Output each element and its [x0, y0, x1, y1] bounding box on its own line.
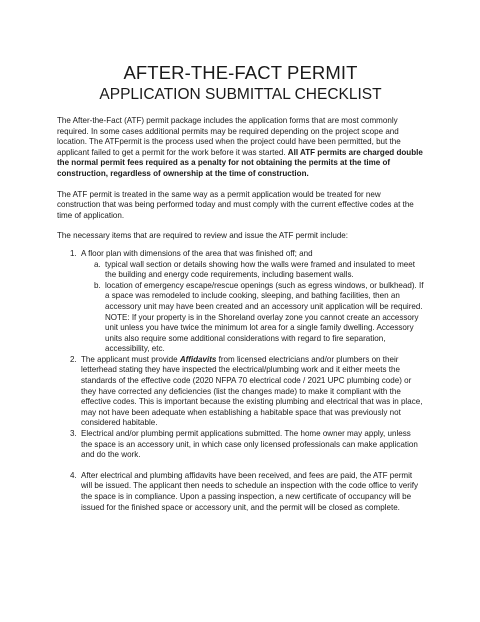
- list-item: [79, 355, 424, 429]
- treated-paragraph: The ATF permit is treated in the same way as a permit application would be treated for new construction that was being performed today and must comply with the current effective codes at the time of application.: [57, 189, 414, 220]
- item-affidavits-after: from licensed electricians and/or plumbers on their letterhead stating they have inspected the electrical/plumbing work and it either meets the standards of the effective code (2020 NFPA 70 electrical code / 2021 UPC plumbing code) or they have corrected any deficiencies (list the changes made) to make it compliant with the effective codes. This is important because the existing plumbing and electrical that was in place, may not have been adequate when establishing a habitable space that was previously not considered habitable.: [81, 354, 423, 428]
- page-title: AFTER-THE-FACT PERMIT: [123, 62, 358, 83]
- page-subtitle: APPLICATION SUBMITTAL CHECKLIST: [99, 86, 382, 103]
- item-affidavits-before: The applicant must provide: [81, 354, 180, 364]
- sub-list: [81, 260, 424, 355]
- list-item: 4. After electrical and plumbing affidavits have been received, and fees are paid, the ATF permit will be issued. The applicant then needs to schedule an inspection with the code office to verify the space is in compliance. Upon a passing inspection, a new certificate of occupancy will be issued for the finished space or accessory unit, and the permit will be closed as complete.: [79, 471, 424, 513]
- intro-text: The After-the-Fact (ATF) permit package includes the application forms that are most commonly required. In some cases additional permits may be required depending on the project scope and location. The ATFpermit is the process used when the project could have been permitted, but the applicant failed to get a permit for the work before it was started.: [57, 116, 401, 157]
- necessary-items-paragraph: The necessary items that are required to review and issue the ATF permit include:: [57, 231, 349, 241]
- affidavits-emphasis: Affidavits: [179, 354, 217, 364]
- item-floor-plan: A floor plan with dimensions of the area that was finished off; and: [81, 248, 313, 258]
- sub-item-egress: b. location of emergency escape/rescue openings (such as egress windows, or bulkhead). If a space was remodeled to include cooking, sleeping, and bathing facilities, then an accessory unit may have been created and an accessory unit application will be required. NOTE: If your property is in the Shoreland overlay zone you cannot create an accessory unit unless you have twice the minimum lot area for a single family dwelling. Accessory units also require some additional considerations with regard to fire separation, accessibility, etc.: [103, 281, 424, 355]
- required-items-list: [57, 249, 424, 513]
- list-item: [79, 249, 424, 355]
- sub-item-wall-section: a. typical wall section or details showing how the walls were framed and insulated to meet the building and energy code requirements, including basement walls.: [103, 260, 424, 281]
- intro-paragraph: [57, 116, 424, 180]
- penalty-notice: All ATF permits are charged double the normal permit fees required as a penalty for not obtaining the permits at the time of construction, regardless of ownership at the time of construction.: [57, 147, 423, 178]
- list-item: 3. Electrical and/or plumbing permit applications submitted. The home owner may apply, unless the space is an accessory unit, in which case only licensed professionals can make application and do the work.: [79, 429, 424, 461]
